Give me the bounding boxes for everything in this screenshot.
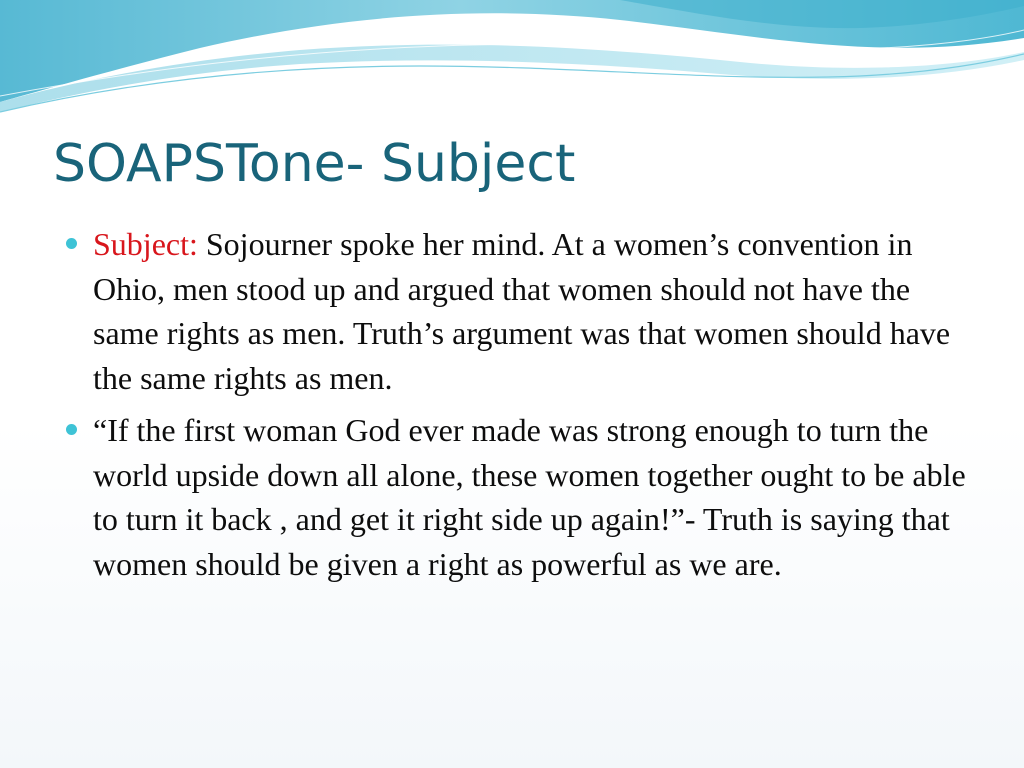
- bullet-label: Subject:: [93, 226, 198, 262]
- bullet-marker-icon: [66, 424, 77, 435]
- bullet-list: [66, 222, 966, 594]
- bullet-text: “If the first woman God ever made was strong enough to turn the world upside down all alone, these women together ought to be able to turn it back , and get it right side up again!”- Truth is saying that women should be given a right as powerful as we are.: [93, 412, 966, 582]
- slide-title: SOAPSTone- Subject: [53, 134, 576, 194]
- bullet-item-quote: [66, 408, 966, 586]
- wave-header-decoration: [0, 0, 1024, 120]
- bullet-text: Sojourner spoke her mind. At a women’s convention in Ohio, men stood up and argued that women should not have the same rights as men. Truth’s argument was that women should have the same rights as men.: [93, 226, 951, 396]
- bullet-marker-icon: [66, 238, 77, 249]
- bullet-item-subject: [66, 222, 966, 400]
